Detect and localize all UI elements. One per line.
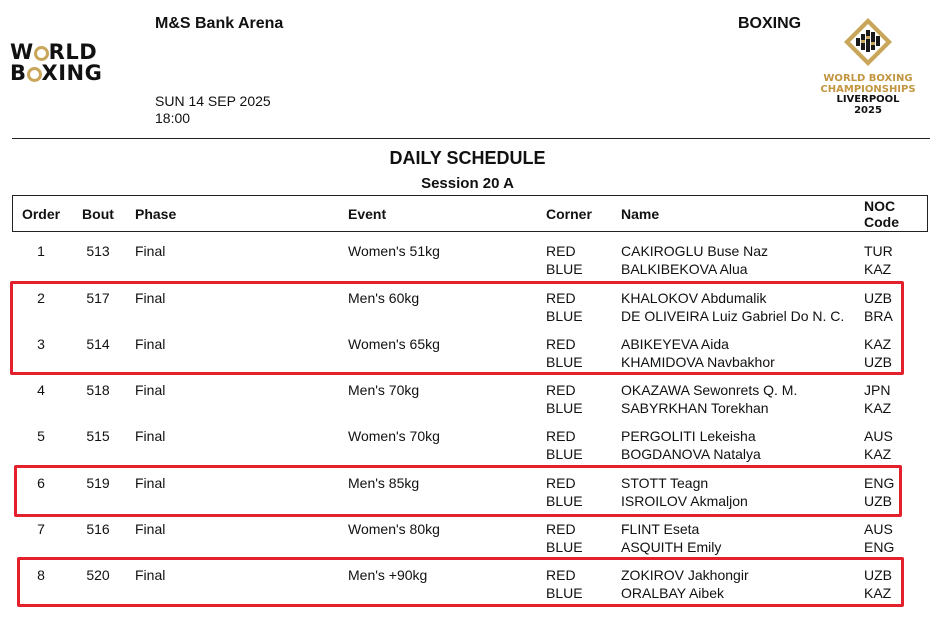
logo-ring-icon [27,67,42,82]
sport-name: BOXING [738,15,802,32]
column-header-corner: Corner [546,206,592,222]
column-header-event: Event [348,206,387,222]
event-time: 18:00 [155,110,191,126]
championships-emblem-icon [842,16,894,68]
event-date: SUN 14 SEP 2025 [155,93,271,109]
venue-name: M&S Bank Arena [155,15,284,32]
column-header-phase: Phase [135,206,177,222]
page-title: DAILY SCHEDULE [389,148,546,168]
column-header-name: Name [621,206,660,222]
column-header-bout: Bout [82,206,114,222]
highlight-box-bout-6 [14,465,902,517]
highlight-box-bouts-2-3 [10,281,904,375]
logo-ring-icon [34,46,49,61]
column-header-noc: NOC Code [864,198,899,230]
world-boxing-logo: W RLD B XING [10,40,103,85]
championships-logo: WORLD BOXING CHAMPIONSHIPS LIVERPOOL 2025 [812,16,924,116]
column-header-order: Order [21,206,61,222]
header-divider [12,138,930,139]
highlight-box-bout-8 [17,557,904,607]
session-label: Session 20 A [421,175,514,192]
